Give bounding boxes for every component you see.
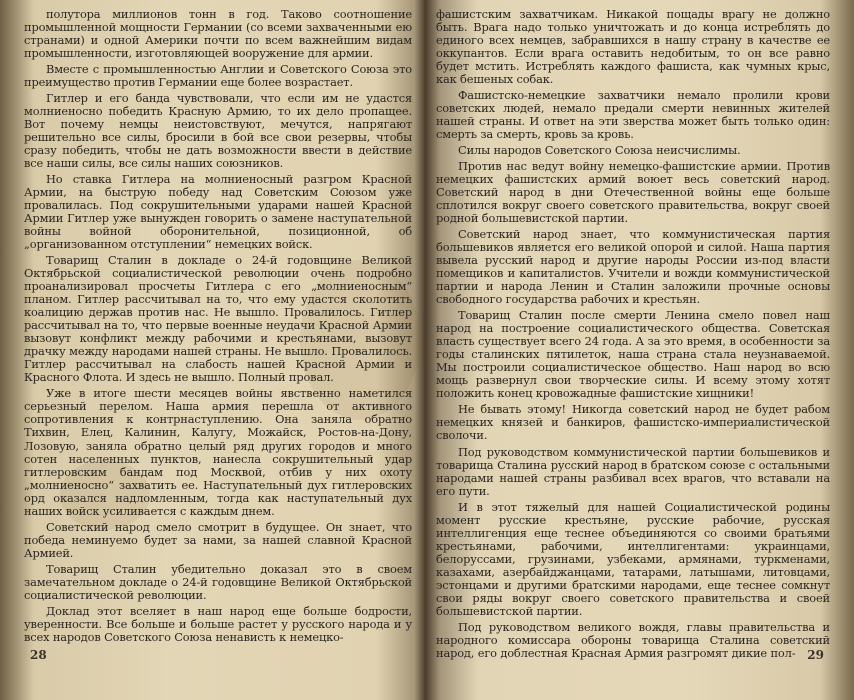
paragraph: Не бывать этому! Никогда советский народ не будет рабом немецких князей и банкиров, фашистско-империалистической сволочи. [436, 402, 830, 443]
paragraph: Товарищ Сталин убедительно доказал это в своем замечательном докладе о 24-й годовщине Великой Октябрьской социалистической революции. [24, 561, 412, 602]
paragraph: Советский народ знает, что коммунистическая партия большевиков является его великой опорой и силой. Наша партия вывела русский народ и другие народы России из-под власти помещиков и капиталистов. Учители и вожди коммунистической партии и народа Ленин и Сталин заложили прочные основы свободного государства рабочих и крестьян. [436, 227, 830, 307]
paragraph: И в этот тяжелый для нашей Социалистической родины момент русские крестьяне, русские рабочие, русская интеллигенция еще теснее объединяются со своими братьями крестьянами, рабочими, интеллигентами: украинцами, белоруссами, грузинами, узбеками, армянами, туркменами, казахами, азербайджанцами, татарами, латышами, литовцами, эстонцами и другими братскими народами, еще теснее сомкнут свои ряды вокруг своего советского правительства и своей большевистской партии. [436, 499, 830, 618]
paragraph: Под руководством коммунистической партии большевиков и товарища Сталина русский народ в братском союзе с остальными народами нашей страны разбивал всех врагов, что вставали на его пути. [436, 444, 830, 498]
left-page [20, 0, 416, 700]
paragraph: Советский народ смело смотрит в будущее. Он знает, что победа неминуемо будет за нами, за нашей славной Красной Армией. [24, 519, 412, 560]
left-page-text [20, 0, 416, 644]
paragraph: фашистским захватчикам. Никакой пощады врагу не должно быть. Врага надо только уничтожать и до конца истреблять до единого всех немцев, забравшихся в нашу страну в качестве ее оккупантов. Если врага оставить недобитым, то он все равно будет мстить. Истреблять каждого фашиста, как чумных крыс, как бешеных собак. [436, 7, 830, 87]
paragraph: Уже в итоге шести месяцев войны явственно наметился серьезный перелом. Наша армия перешла от активного сопротивления к контрнаступлению. Она заняла обратно Тихвин, Елец, Калинин, Калугу, Можайск, Ростов-на-Дону, Лозовую, заняла обратно целый ряд других городов и много сотен населенных пунктов, нанесла сокрушительный удар гитлеровским бандам под Москвой, отбив у них охоту „молниеносно“ захватить ее. Наступательный дух гитлеровских орд оказался надломленным, тогда как наступательный дух наших войск усиливается с каждым днем. [24, 386, 412, 518]
paragraph: Товарищ Сталин после смерти Ленина смело повел наш народ на построение социалистического общества. Советская власть существует всего 24 года. А за это время, в особенности за годы сталинских пятилеток, наша страна стала неузнаваемой. Мы построили социалистическое общество. Наш народ во всю мощь развернул свои творческие силы. И всему этому хотят положить конец кровожадные фашистские хищники! [436, 308, 830, 401]
paragraph: Под руководством великого вождя, главы правительства и народного комиссара обороны товарища Сталина советский народ, его доблестная Красная Армия разгромят дикие пол- [436, 619, 830, 660]
paragraph: Силы народов Советского Союза неисчислимы. [458, 143, 741, 158]
right-page [432, 0, 836, 700]
page-number: 29 [807, 648, 824, 662]
paragraph: Против нас ведут войну немецко-фашистские армии. Против немецких фашистских армий воюет весь советский народ. Советский народ в дни Отечественной войны еще больше сплотился вокруг своего советского правительства, вокруг своей родной большевистской партии. [436, 159, 830, 226]
paragraph: полутора миллионов тонн в год. Таково соотношение промышленной мощности Германии (со всеми захваченными ею странами) и одной Америки почти по всем важнейшим видам промышленности, изготовляющей вооружение для армии. [24, 7, 412, 61]
paragraph: Доклад этот вселяет в наш народ еще больше бодрости, уверенности. Все больше и больше растет у русского народа и у всех народов Советского Союза ненависть к немецко- [24, 603, 412, 644]
paragraph: Но ставка Гитлера на молниеносный разгром Красной Армии, на быструю победу над Советским Союзом уже провалилась. Под сокрушительными ударами нашей Красной Армии Гитлер уже вынужден говорить о замене наступательной войны войной оборонительной, позиционной, об „организованном отступлении“ немецких войск. [24, 172, 412, 252]
paragraph: Фашистско-немецкие захватчики немало пролили крови советских людей, немало предали смерти невинных жителей нашей страны. И ответ на эти зверства может быть только один: смерть за смерть, кровь за кровь. [436, 88, 830, 142]
paragraph: Гитлер и его банда чувствовали, что если им не удастся молниеносно победить Красную Армию, то их дело пропащее. Вот почему немцы неистовствуют, мечутся, напрягают решительно все силы, бросили в бой все свои резервы, чтобы сразу победить, чтобы не дать возможности ввести в действие все наши силы, все силы наших союзников. [24, 91, 412, 171]
paragraph: Товарищ Сталин в докладе о 24-й годовщине Великой Октябрьской социалистической революции очень подробно проанализировал просчеты Гитлера с его „молниеносным“ планом. Гитлер рассчитывал на то, что ему удастся сколотить коалицию держав против нас. Не вышло. Провалилось. Гитлер рассчитывал на то, что первые военные неудачи Красной Армии вызовут конфликт между рабочими и крестьянами, вызовут драчку между народами нашей страны. Не вышло. Провалилось. Гитлер рассчитывал на слабость нашей Красной Армии и Красного Флота. И здесь не вышло. Полный провал. [24, 253, 412, 385]
right-page-text [432, 0, 836, 660]
paragraph: Вместе с промышленностью Англии и Советского Союза это преимущество против Германии еще более возрастает. [24, 62, 412, 90]
page-number: 28 [30, 648, 47, 662]
